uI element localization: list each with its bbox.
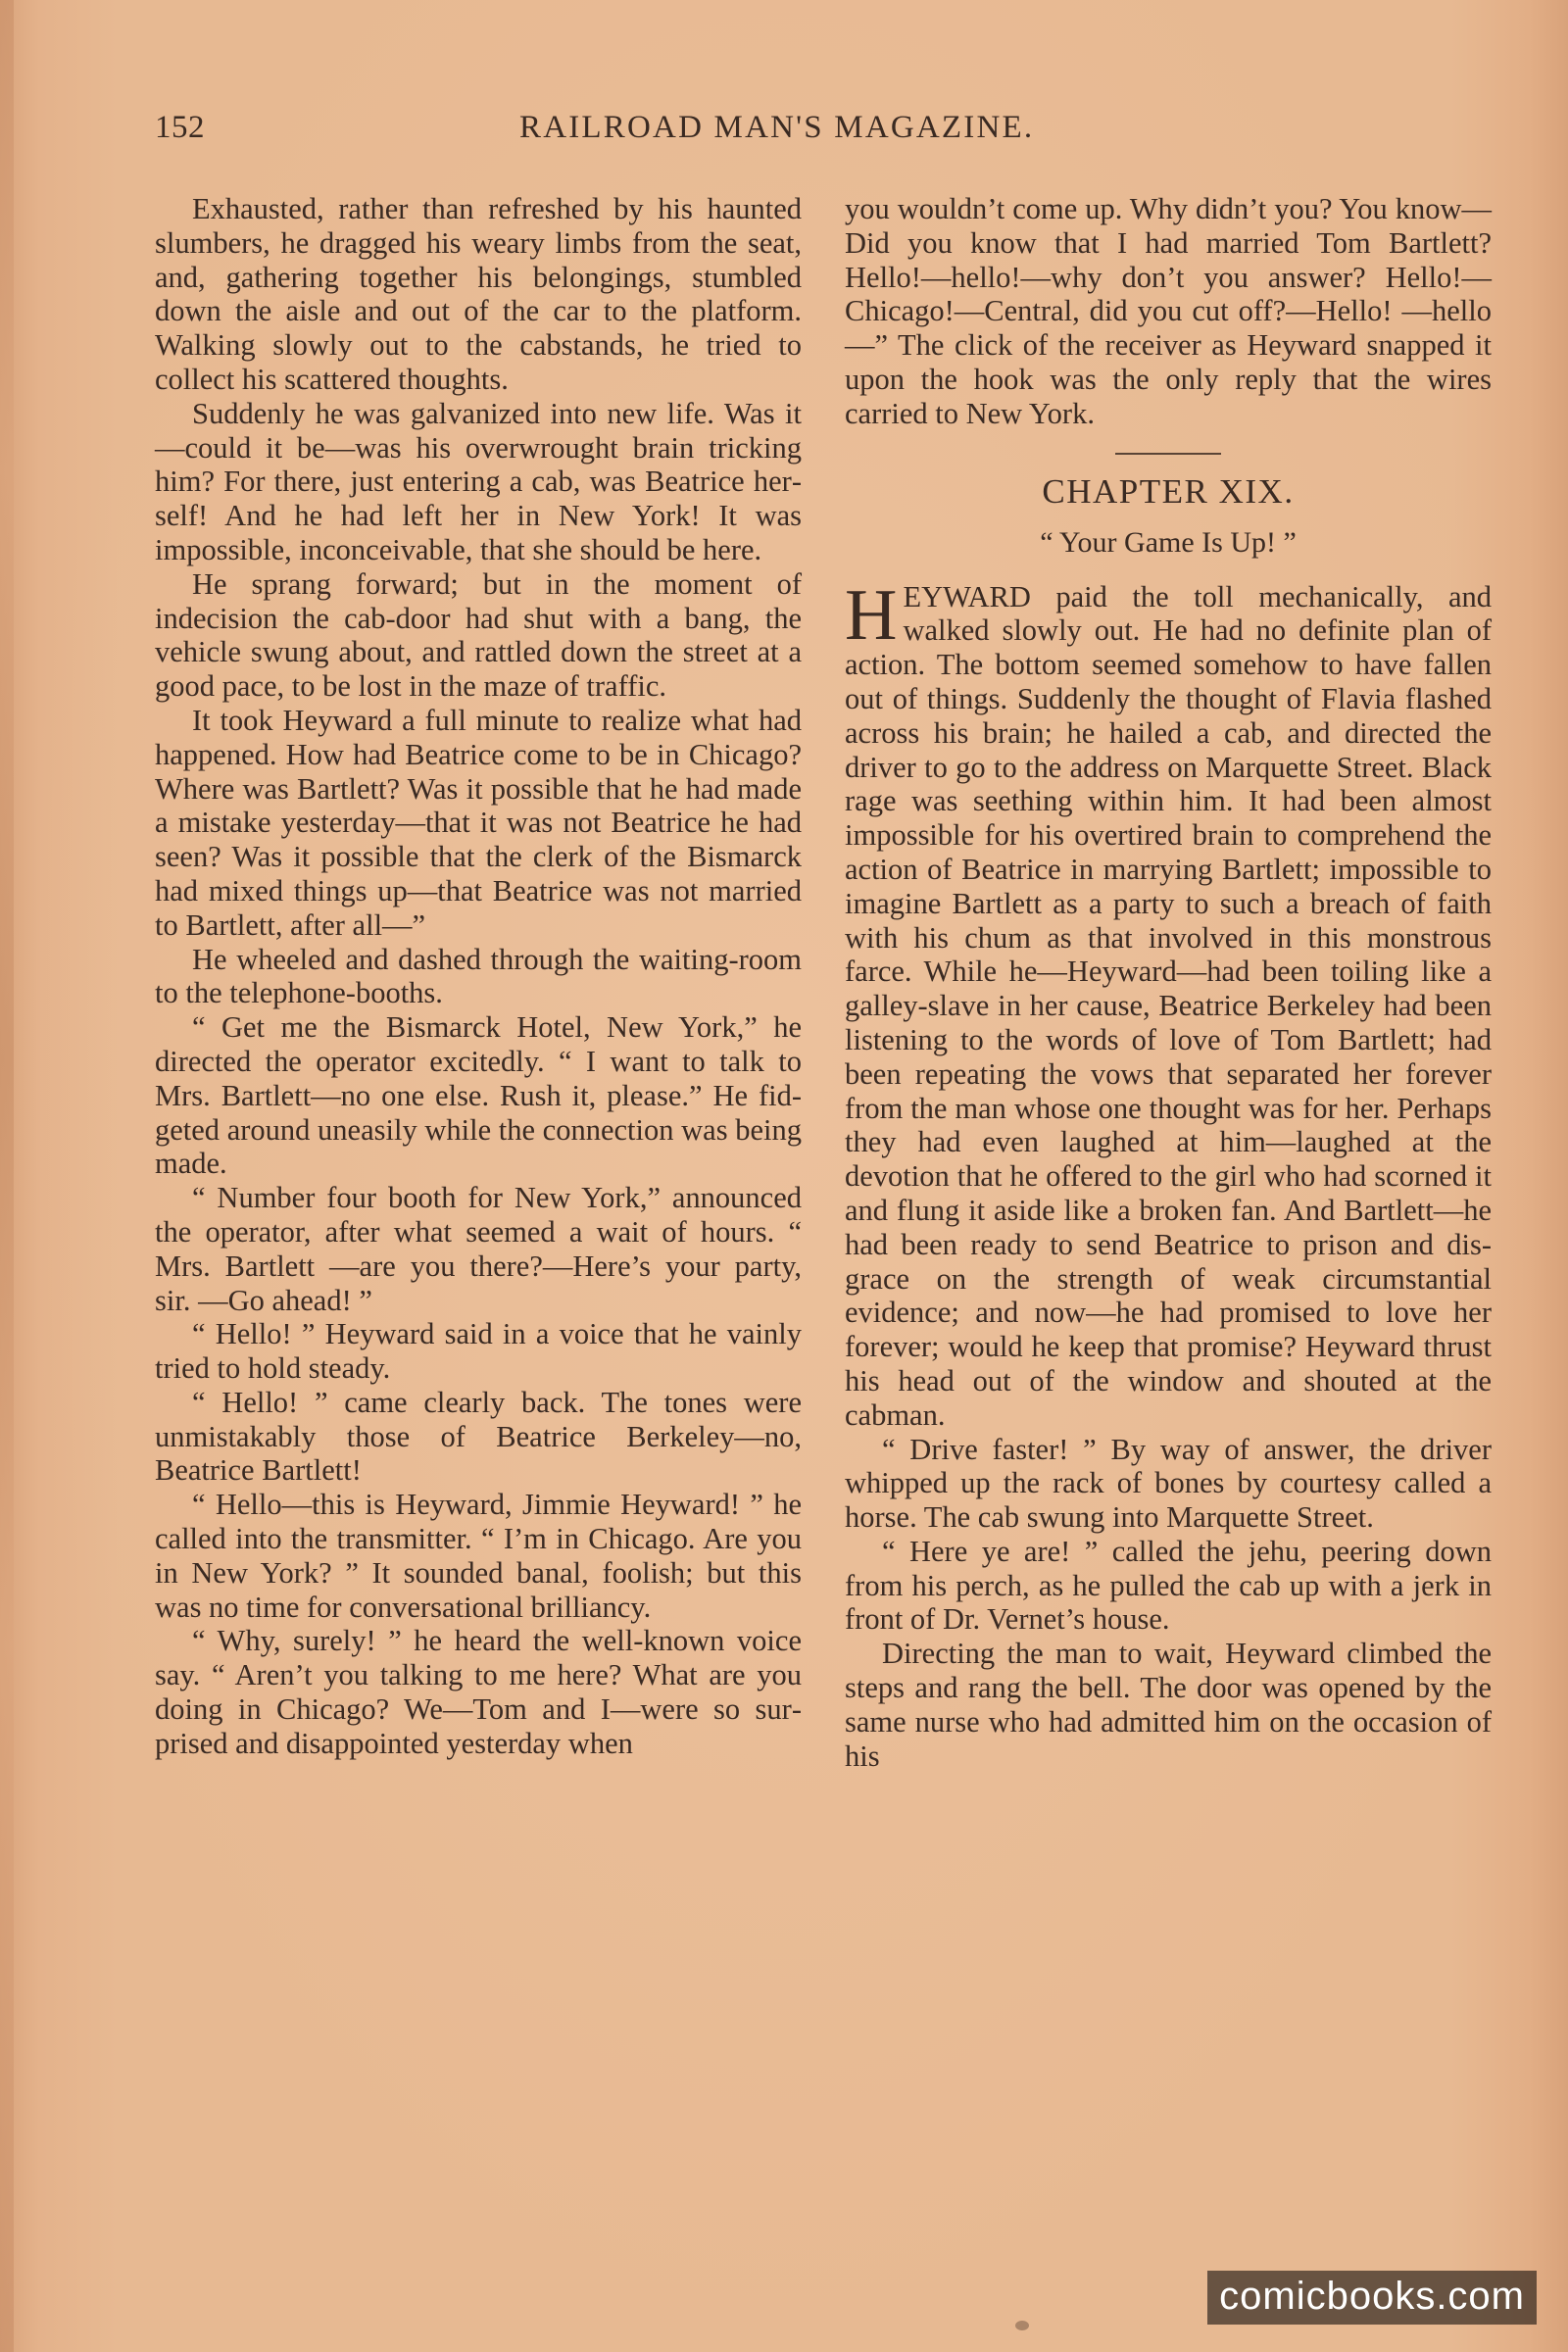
paragraph: “ Get me the Bismarck Hotel, New York,” he directed the operator excitedly. “ I want to talk to Mrs. Bartlett—no one else. Rush it, please.” He fidgeted around uneasily while the connection was being made.: [155, 1010, 802, 1181]
continued-paragraph: you wouldn’t come up. Why didn’t you? You know— Did you know that I had married Tom Bartlett? Hello!—hello!—why don’t you answer? Hello!—Chicago!—Central, did you cut off?—Hello! —hello—” The click of the receiver as Heyward snapped it upon the hook was the only reply that the wires carried to New York.: [845, 192, 1492, 430]
page-edge: [0, 0, 14, 2352]
paragraph: “ Hello! ” Heyward said in a voice that he vainly tried to hold steady.: [155, 1317, 802, 1386]
paragraph: “ Number four booth for New York,” announced the operator, after what seemed a wait of hours. “ Mrs. Bartlett —are you there?—Here’s your party, sir. —Go ahead! ”: [155, 1181, 802, 1317]
paragraph: He wheeled and dashed through the waiting-room to the telephone-booths.: [155, 942, 802, 1010]
paragraph: “ Hello! ” came clearly back. The tones were unmistakably those of Beatrice Berkeley—no, Beatrice Bartlett!: [155, 1385, 802, 1488]
paragraph: “ Here ye are! ” called the jehu, peering down from his perch, as he pulled the cab up with a jerk in front of Dr. Vernet’s house.: [845, 1534, 1492, 1637]
page-header: [155, 110, 1480, 159]
running-title: RAILROAD MAN'S MAGAZINE.: [519, 110, 1035, 145]
page-number: 152: [155, 110, 205, 145]
right-column: [845, 192, 1492, 1773]
paragraph: “ Drive faster! ” By way of answer, the driver whipped up the rack of bones by courtesy called a horse. The cab swung into Marquette Street.: [845, 1432, 1492, 1535]
paragraph: He sprang forward; but in the moment of indecision the cab-door had shut with a bang, the vehicle swung about, and rattled down the street at a good pace, to be lost in the maze of traffic.: [155, 566, 802, 704]
ink-smudge: [1015, 2321, 1029, 2330]
chapter-heading: CHAPTER XIX.: [1042, 471, 1295, 511]
paragraph: It took Heyward a full minute to realize what had happened. How had Beatrice come to be in Chicago? Where was Bartlett? Was it possible that he had made a mistake yesterday—that it was not Beatrice he had seen? Was it possible that the clerk of the Bismarck had mixed things up—that Beatrice was not married to Bartlett, after all—”: [155, 703, 802, 942]
left-column: [155, 192, 802, 1761]
watermark-logo: comicbooks.com: [1207, 2271, 1537, 2325]
chapter-opening-paragraph: [845, 574, 1492, 1433]
drop-cap: H: [845, 574, 898, 656]
paragraph: Exhausted, rather than refreshed by his haunted slumbers, he dragged his weary limbs from the seat, and, gathering together his belongings, stumbled down the aisle and out of the car to the platform. Walking slowly out to the cabstands, he tried to collect his scattered thoughts.: [155, 192, 802, 396]
paragraph: Suddenly he was galvanized into new life. Was it—could it be—was his overwrought brain tricking him? For there, just entering a cab, was Beatrice herself! And he had left her in New York! It was impossible, inconceivable, that she should be here.: [155, 396, 802, 566]
paragraph: “ Hello—this is Heyward, Jimmie Heyward! ” he called into the transmitter. “ I’m in Chicago. Are you in New York? ” It sounded banal, foolish; but this was no time for conversational brilliancy.: [155, 1488, 802, 1624]
paragraph: Directing the man to wait, Heyward climbed the steps and rang the bell. The door was opened by the same nurse who had admitted him on the occasion of his: [845, 1637, 1492, 1773]
chapter-subtitle: “ Your Game Is Up! ”: [1040, 525, 1297, 559]
paragraph: “ Why, surely! ” he heard the well-known voice say. “ Aren’t you talking to me here? What are you doing in Chicago? We—Tom and I—were so surprised and disappointed yesterday when: [155, 1624, 802, 1760]
section-divider: [1115, 453, 1221, 455]
opening-text: EYWARD paid the toll mechanically, and walked slowly out. He had no definite plan of action. The bottom seemed somehow to have fallen out of things. Suddenly the thought of Flavia flashed across his brain; he hailed a cab, and directed the driver to go to the address on Marquette Street. Black rage was seething within him. It had been almost impossible for his overtired brain to comprehend the action of Beatrice in marrying Bartlett; impossible to imagine Bartlett as a party to such a breach of faith with his chum as that involved in this monstrous farce. While he—Heyward—had been toiling like a galley-slave in her cause, Beatrice Berkeley had been listening to the words of love of Tom Bartlett; had been repeating the vows that separated her forever from the man whose one thought was for her. Perhaps they had even laughed at him—laughed at the devotion that he offered to the girl who had scorned it and flung it aside like a broken fan. And Bartlett—he had been ready to send Beatrice to prison and disgrace on the strength of weak circumstantial evidence; and now—he had promised to love her forever; would he keep that promise? Heyward thrust his head out of the window and shouted at the cabman.: [845, 579, 1492, 1432]
